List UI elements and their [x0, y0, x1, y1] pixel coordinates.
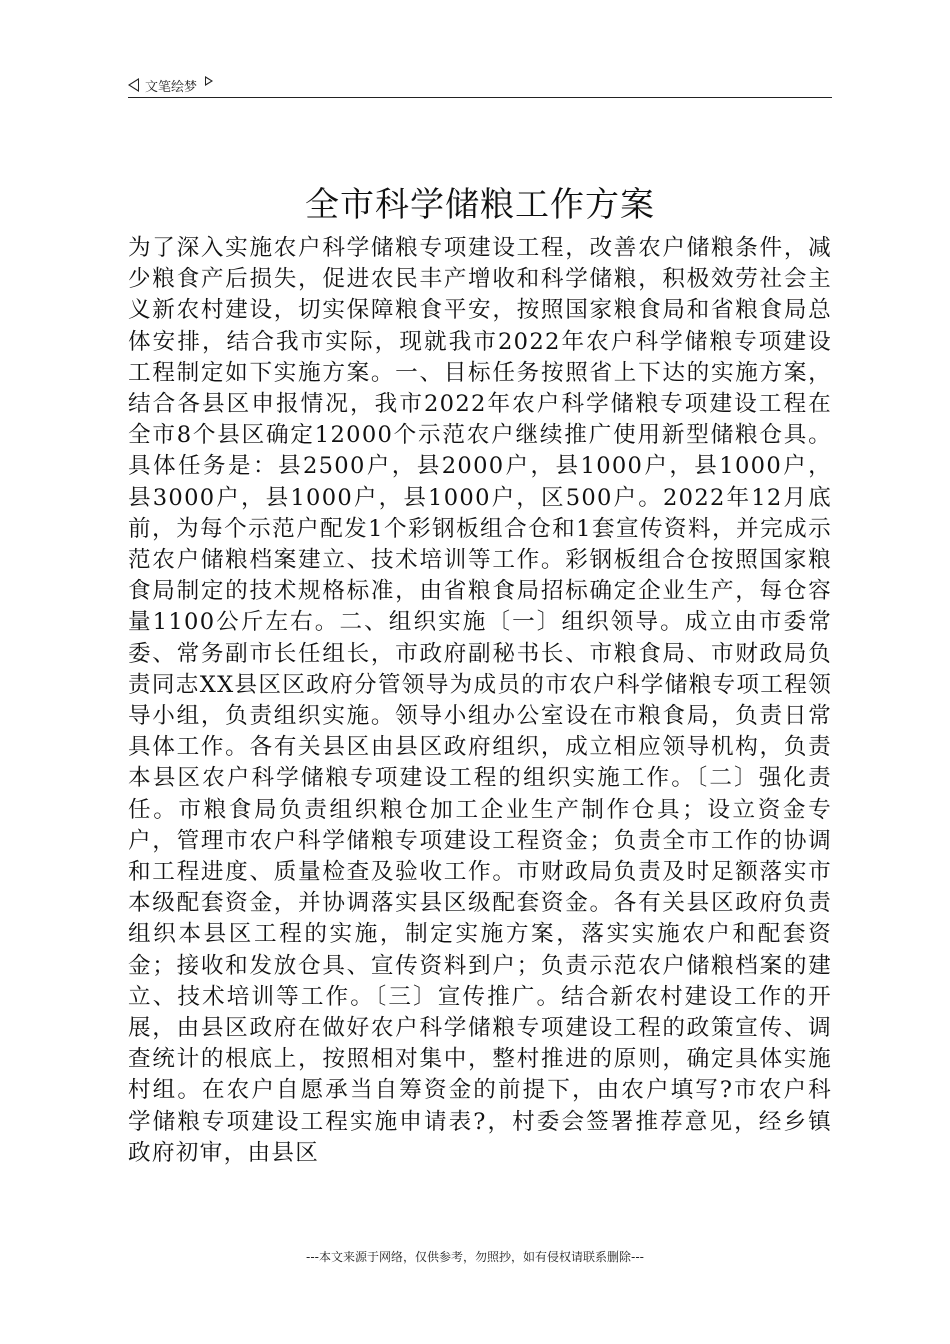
document-body: 为了深入实施农户科学储粮专项建设工程，改善农户储粮条件，减少粮食产后损失，促进农民丰产增收和科学储粮，积极效劳社会主义新农村建设，切实保障粮食平安，按照国家粮食局和省粮食局总体安排，结合我市实际，现就我市2022年农户科学储粮专项建设工程制定如下实施方案。一、目标任务按照省上下达的实施方案，结合各县区申报情况，我市2022年农户科学储粮专项建设工程在全市8个县区确定12000个示范农户继续推广使用新型储粮仓具。具体任务是：县2500户，县2000户，县1000户，县1000户，县3000户，县1000户，县1000户，区500户。2022年12月底前，为每个示范户配发1个彩钢板组合仓和1套宣传资料，并完成示范农户储粮档案建立、技术培训等工作。彩钢板组合仓按照国家粮食局制定的技术规格标准，由省粮食局招标确定企业生产，每仓容量1100公斤左右。二、组织实施〔一〕组织领导。成立由市委常委、常务副市长任组长，市政府副秘书长、市粮食局、市财政局负责同志XX县区区政府分管领导为成员的市农户科学储粮专项工程领导小组，负责组织实施。领导小组办公室设在市粮食局，负责日常具体工作。各有关县区由县区政府组织，成立相应领导机构，负责本县区农户科学储粮专项建设工程的组织实施工作。〔二〕强化责任。市粮食局负责组织粮仓加工企业生产制作仓具；设立资金专户，管理市农户科学储粮专项建设工程资金；负责全市工作的协调和工程进度、质量检查及验收工作。市财政局负责及时足额落实市本级配套资金，并协调落实县区级配套资金。各有关县区政府负责组织本县区工程的实施，制定实施方案，落实实施农户和配套资金；接收和发放仓具、宣传资料到户；负责示范农户储粮档案的建立、技术培训等工作。〔三〕宣传推广。结合新农村建设工作的开展，由县区政府在做好农户科学储粮专项建设工程的政策宣传、调查统计的根底上，按照相对集中，整村推进的原则，确定具体实施村组。在农户自愿承当自筹资金的前提下，由农户填写?市农户科学储粮专项建设工程实施申请表?，村委会签署推荐意见，经乡镇政府初审，由县区: [128, 235, 832, 1166]
triangle-right-outline-icon: [205, 76, 213, 86]
header-divider: [128, 97, 832, 98]
document-title: 全市科学储粮工作方案: [305, 185, 655, 225]
header-label: 文笔绘梦: [145, 79, 198, 95]
page-header: [128, 74, 832, 96]
triangle-left-outline-icon: [128, 78, 139, 92]
footer-notice: ---本文来源于网络，仅供参考，勿照抄，如有侵权请联系删除---: [306, 1250, 644, 1264]
